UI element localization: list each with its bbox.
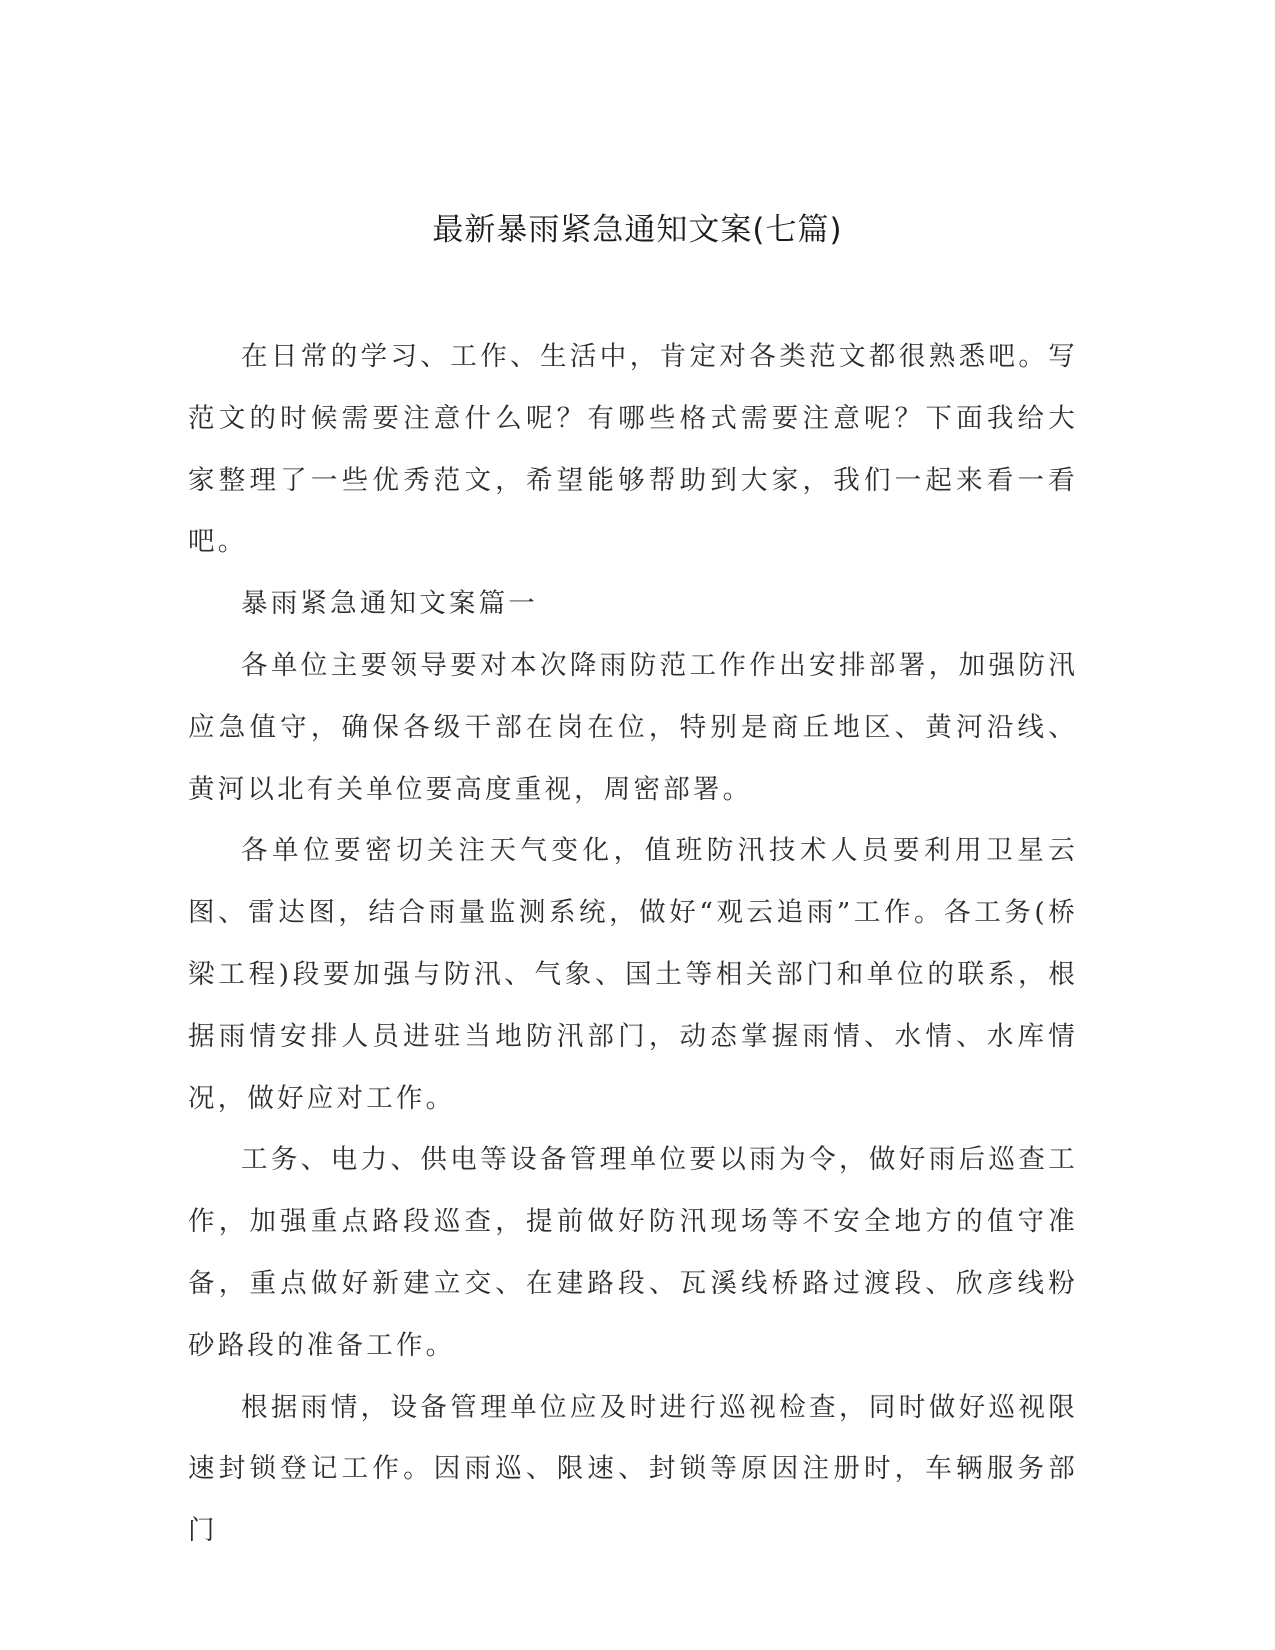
paragraph: 各单位主要领导要对本次降雨防范工作作出安排部署，加强防汛应急值守，确保各级干部在岗在位，特别是商丘地区、黄河沿线、黄河以北有关单位要高度重视，周密部署。 — [188, 649, 1078, 805]
section-heading: 暴雨紧急通知文案篇一 — [241, 588, 538, 620]
paragraph-intro: 在日常的学习、工作、生活中，肯定对各类范文都很熟悉吧。写范文的时候需要注意什么呢？有哪些格式需要注意呢？下面我给大家整理了一些优秀范文，希望能够帮助到大家，我们一起来看一看吧。 — [188, 341, 1078, 558]
paragraph: 工务、电力、供电等设备管理单位要以雨为令，做好雨后巡查工作，加强重点路段巡查，提前做好防汛现场等不安全地方的值守准备，重点做好新建立交、在建路段、瓦溪线桥路过渡段、欣彦线粉砂路段的准备工作。 — [188, 1144, 1078, 1361]
document-body — [188, 326, 1078, 1562]
document-title: 最新暴雨紧急通知文案(七篇) — [432, 212, 843, 248]
paragraph: 各单位要密切关注天气变化，值班防汛技术人员要利用卫星云图、雷达图，结合雨量监测系统，做好“观云追雨”工作。各工务(桥梁工程)段要加强与防汛、气象、国土等相关部门和单位的联系，根据雨情安排人员进驻当地防汛部门，动态掌握雨情、水情、水库情况，做好应对工作。 — [188, 835, 1078, 1114]
paragraph: 根据雨情，设备管理单位应及时进行巡视检查，同时做好巡视限速封锁登记工作。因雨巡、限速、封锁等原因注册时，车辆服务部门 — [188, 1391, 1078, 1547]
